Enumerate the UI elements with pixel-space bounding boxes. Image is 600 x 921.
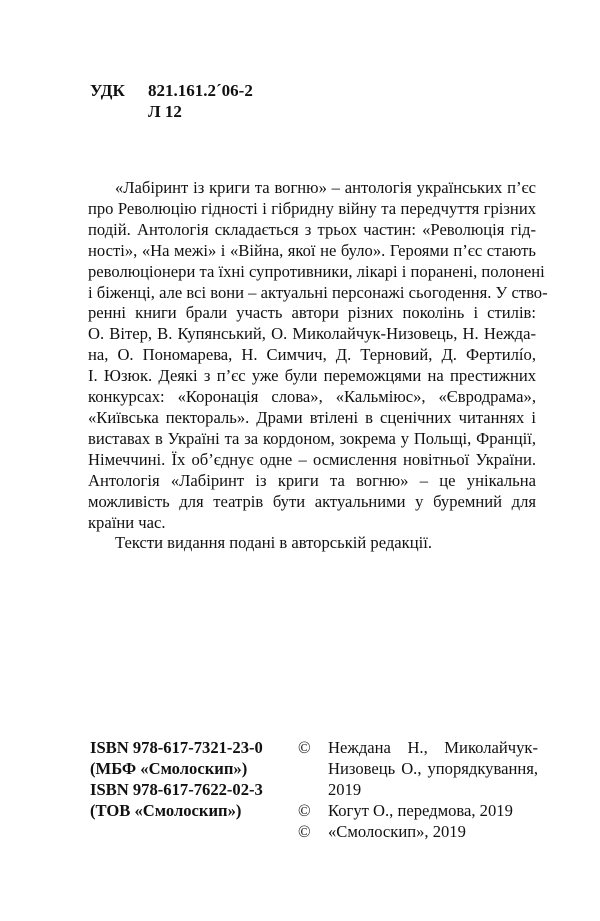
annotation-line: ренні книги брали участь автори різних поколінь і стилів: (88, 303, 536, 323)
annotation-line: ності», «На межі» і «Війна, якої не було». Героями п’єс стають (88, 240, 536, 260)
annotation-line: конкурсах: «Коронація слова», «Кальміюс», «Євродрама», (88, 387, 536, 407)
isbn-publisher-1: (МБФ «Смолоскип») (90, 759, 248, 778)
annotation-line: Антологія «Лабіринт із криги та вогню» – це унікальна (88, 470, 536, 490)
isbn-line-2: ISBN 978-617-7622-02-3 (90, 780, 263, 799)
copyright-item-3 (298, 821, 538, 842)
annotation-line: революціонери та їхні супротивники, лікарі і поранені, полонені (88, 261, 545, 281)
copyright-text-1 (328, 737, 538, 800)
bbk-indent (90, 101, 148, 122)
isbn-publisher-2: (ТОВ «Смолоскип») (90, 801, 242, 820)
annotation-line: Німеччині. Їх об’єднує одне – осмислення новітньої України. (88, 449, 536, 469)
annotation-line: і біженці, але всі вони – актуальні персонажі сьогодення. У ство- (88, 282, 548, 302)
copyright-symbol: © (298, 738, 311, 757)
isbn-line-1: ISBN 978-617-7321-23-0 (90, 738, 263, 757)
annotation-line: на, О. Пономарева, Н. Симчич, Д. Терновий, Д. Фертилío, (88, 345, 536, 365)
copyright-text-3: «Смолоскип», 2019 (328, 822, 466, 841)
copyright-text-1-line: 2019 (328, 780, 362, 799)
copyright-symbol: © (298, 801, 311, 820)
udk-block (90, 80, 253, 122)
copyright-block (298, 737, 538, 842)
udk-row (90, 80, 253, 101)
annotation-line: «Київська пектораль». Драми втілені в сценічних читаннях і (88, 407, 536, 427)
copyright-symbol: © (298, 822, 311, 841)
annotation-paragraph-2: Тексти видання подані в авторській редакції. (115, 533, 432, 553)
annotation-paragraph-1 (88, 178, 548, 533)
annotation-line: виставах в Україні та за кордоном, зокрема у Польщі, Франції, (88, 428, 536, 448)
copyright-text-2: Когут О., передмова, 2019 (328, 801, 513, 820)
annotation-line: країни час. (88, 512, 166, 532)
annotation-line: подій. Антологія складається з трьох частин: «Революція гід- (88, 219, 536, 239)
copyright-item-1 (298, 737, 538, 800)
annotation-line: про Революцію гідності і гібридну війну та передчуття грізних (88, 198, 536, 218)
copyright-text-1-line: Нежданa Н., Миколайчук- (328, 738, 538, 757)
annotation-line: можливість для театрів бути актуальними у буремний для (88, 491, 536, 511)
bbk-code: Л 12 (148, 102, 182, 121)
bbk-row (90, 101, 253, 122)
copyright-item-2 (298, 800, 538, 821)
isbn-block (90, 737, 263, 821)
annotation-line: І. Юзюк. Деякі з п’єс уже були переможцями на престижних (88, 366, 536, 386)
udk-label: УДК (90, 81, 125, 100)
annotation-line: «Лабіринт із криги та вогню» – антологія українських п’єс (115, 178, 536, 197)
copyright-text-1-line: Низовець О., упорядкування, (328, 759, 538, 778)
annotation (88, 178, 548, 554)
annotation-line: О. Вітер, В. Купянський, О. Миколайчук-Низовець, Н. Нежда- (88, 324, 536, 344)
udk-code: 821.161.2´06-2 (148, 81, 253, 100)
